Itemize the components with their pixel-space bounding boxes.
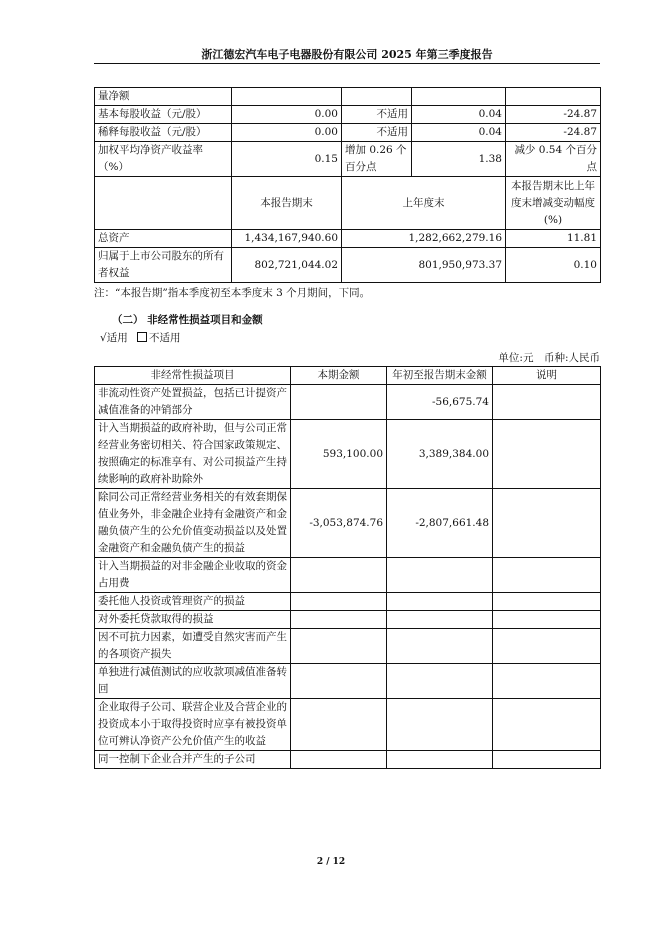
table-cell: 稀释每股收益（元/股） xyxy=(95,124,232,142)
table-cell xyxy=(493,489,601,558)
nonrecurring-items-table xyxy=(94,366,601,769)
table-header-row xyxy=(95,367,601,385)
table-cell: 加权平均净资产收益率（%） xyxy=(95,142,232,177)
table-row xyxy=(95,106,601,124)
table-row xyxy=(95,751,601,769)
table-row xyxy=(95,88,601,106)
table-cell: 因不可抗力因素，如遭受自然灾害而产生的各项资产损失 xyxy=(95,629,291,664)
currency-unit-label: 单位:元 币种:人民币 xyxy=(498,352,600,364)
table-cell xyxy=(291,751,387,769)
table-cell xyxy=(493,629,601,664)
table-cell: 593,100.00 xyxy=(291,420,387,489)
table-row xyxy=(95,142,601,177)
table-cell xyxy=(291,699,387,751)
table-cell: 不适用 xyxy=(342,124,412,142)
table-cell: 0.04 xyxy=(412,124,506,142)
table-row xyxy=(95,664,601,699)
key-indicators-table xyxy=(94,87,601,283)
table-footnote: 注：“本报告期”指本季度初至本季度末 3 个月期间，下同。 xyxy=(94,287,371,299)
table-cell xyxy=(493,558,601,593)
table-cell: 单独进行减值测试的应收款项减值准备转回 xyxy=(95,664,291,699)
table-cell: 11.81 xyxy=(506,230,601,248)
table-cell: 3,389,384.00 xyxy=(387,420,493,489)
table-cell: 0.04 xyxy=(412,106,506,124)
table-header-cell: 上年度末 xyxy=(342,177,506,230)
table-cell xyxy=(291,593,387,611)
table-cell: -24.87 xyxy=(506,106,601,124)
table-row xyxy=(95,699,601,751)
table-cell: 0.00 xyxy=(232,124,342,142)
table-header-cell: 年初至报告期末金额 xyxy=(387,367,493,385)
table-row xyxy=(95,230,601,248)
table-cell xyxy=(387,611,493,629)
table-cell: 1,434,167,940.60 xyxy=(232,230,342,248)
table-cell xyxy=(387,664,493,699)
table-cell: 1.38 xyxy=(412,142,506,177)
table-cell: 计入当期损益的政府补助，但与公司正常经营业务密切相关、符合国家政策规定、按照确定的标准享有、对公司损益产生持续影响的政府补助除外 xyxy=(95,420,291,489)
table-cell: 非流动性资产处置损益，包括已计提资产减值准备的冲销部分 xyxy=(95,385,291,420)
applicability-selector xyxy=(100,331,181,345)
table-row xyxy=(95,385,601,420)
table-cell xyxy=(387,699,493,751)
table-cell xyxy=(387,558,493,593)
table-cell xyxy=(291,629,387,664)
table-row xyxy=(95,489,601,558)
empty-checkbox-icon xyxy=(137,332,147,342)
table-cell: 委托他人投资或管理资产的损益 xyxy=(95,593,291,611)
table-cell xyxy=(493,699,601,751)
table-cell xyxy=(493,664,601,699)
table-cell xyxy=(291,664,387,699)
page-number: 2 / 12 xyxy=(316,857,346,867)
table-header-cell: 本报告期末 xyxy=(232,177,342,230)
not-applicable-option xyxy=(137,332,181,344)
table-header-cell: 说明 xyxy=(493,367,601,385)
table-cell: 0.00 xyxy=(232,106,342,124)
table-cell: 对外委托贷款取得的损益 xyxy=(95,611,291,629)
table-row xyxy=(95,248,601,283)
table-cell: -3,053,874.76 xyxy=(291,489,387,558)
table-row xyxy=(95,177,601,230)
table-row xyxy=(95,611,601,629)
table-cell xyxy=(291,558,387,593)
table-cell xyxy=(387,751,493,769)
table-cell: 0.15 xyxy=(232,142,342,177)
table-cell: -2,807,661.48 xyxy=(387,489,493,558)
table-row xyxy=(95,558,601,593)
table-cell: 归属于上市公司股东的所有者权益 xyxy=(95,248,232,283)
table-header-cell: 非经常性损益项目 xyxy=(95,367,291,385)
table-cell: 1,282,662,279.16 xyxy=(342,230,506,248)
table-cell: 基本每股收益（元/股） xyxy=(95,106,232,124)
section-title: （二） 非经常性损益项目和金额 xyxy=(112,314,263,326)
table-cell: 801,950,973.37 xyxy=(342,248,506,283)
table-cell: 量净额 xyxy=(95,88,232,106)
table-cell: 同一控制下企业合并产生的子公司 xyxy=(95,751,291,769)
table-cell: -56,675.74 xyxy=(387,385,493,420)
table-row xyxy=(95,420,601,489)
table-cell: -24.87 xyxy=(506,124,601,142)
not-applicable-label: 不适用 xyxy=(149,332,181,344)
table-cell xyxy=(291,611,387,629)
table-cell: 不适用 xyxy=(342,106,412,124)
table-cell: 增加 0.26 个百分点 xyxy=(342,142,412,177)
table-header-cell: 本报告期末比上年度末增减变动幅度(%) xyxy=(506,177,601,230)
table-cell: 0.10 xyxy=(506,248,601,283)
table-cell: 除同公司正常经营业务相关的有效套期保值业务外，非金融企业持有金融资产和金融负债产生的公允价值变动损益以及处置金融资产和金融负债产生的损益 xyxy=(95,489,291,558)
table-cell xyxy=(493,420,601,489)
table-row xyxy=(95,593,601,611)
table-cell xyxy=(412,88,506,106)
table-cell xyxy=(387,629,493,664)
table-header-cell: 本期金额 xyxy=(291,367,387,385)
table-cell: 802,721,044.02 xyxy=(232,248,342,283)
table-cell xyxy=(291,385,387,420)
header-divider xyxy=(94,63,600,64)
table-cell: 计入当期损益的对非金融企业收取的资金占用费 xyxy=(95,558,291,593)
table-cell xyxy=(387,593,493,611)
table-cell: 减少 0.54 个百分点 xyxy=(506,142,601,177)
table-cell: 总资产 xyxy=(95,230,232,248)
table-cell xyxy=(95,177,232,230)
table-row xyxy=(95,124,601,142)
table-cell xyxy=(493,593,601,611)
table-row xyxy=(95,629,601,664)
table-cell xyxy=(342,88,412,106)
table-cell xyxy=(232,88,342,106)
page-header-title: 浙江德宏汽车电子电器股份有限公司 2025 年第三季度报告 xyxy=(201,48,493,61)
table-cell xyxy=(493,611,601,629)
table-cell xyxy=(493,751,601,769)
applicable-option-checked: √适用 xyxy=(100,332,128,344)
table-cell xyxy=(493,385,601,420)
table-cell xyxy=(506,88,601,106)
table-cell: 企业取得子公司、联营企业及合营企业的投资成本小于取得投资时应享有被投资单位可辨认净资产公允价值产生的收益 xyxy=(95,699,291,751)
